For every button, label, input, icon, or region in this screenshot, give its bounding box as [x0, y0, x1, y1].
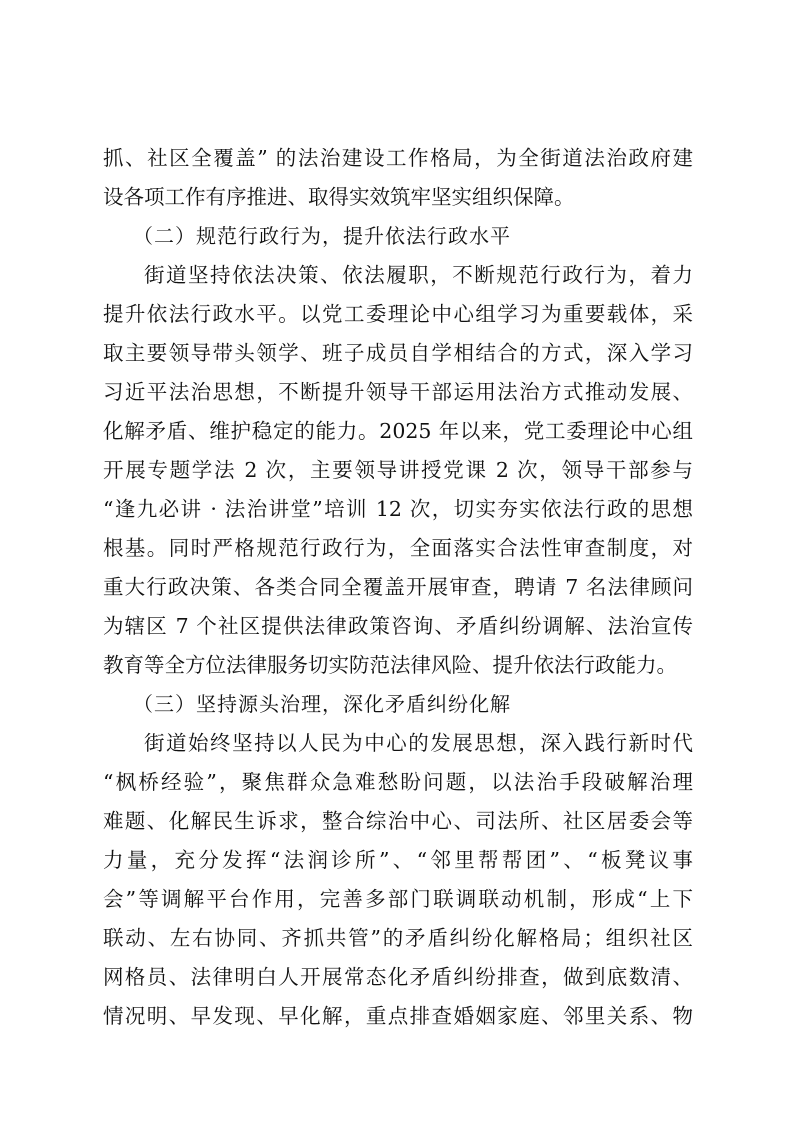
paragraph-2-line-10: 为辖区 7 个社区提供法律政策咨询、矛盾纠纷调解、法治宣传 — [103, 614, 693, 638]
paragraph-2-line-6: 开展专题学法 2 次，主要领导讲授党课 2 次，领导干部参与 — [103, 458, 693, 482]
paragraph-3-line-1: 街道始终坚持以人民为中心的发展思想，深入践行新时代 — [144, 731, 693, 755]
paragraph-3-line-2: “枫桥经验”，聚焦群众急难愁盼问题，以法治手段破解治理 — [103, 770, 693, 794]
section-heading-3: （三）坚持源头治理，深化矛盾纠纷化解 — [133, 692, 511, 716]
paragraph-3-line-5: 会”等调解平台作用，完善多部门联调联动机制，形成“上下 — [103, 887, 693, 911]
paragraph-3-line-8: 情况明、早发现、早化解，重点排查婚姻家庭、邻里关系、物 — [103, 1004, 693, 1028]
paragraph-2-line-5: 化解矛盾、维护稳定的能力。2025 年以来，党工委理论中心组 — [103, 419, 693, 443]
paragraph-3-line-6: 联动、左右协同、齐抓共管”的矛盾纠纷化解格局；组织社区 — [103, 926, 693, 950]
paragraph-3-line-3: 难题、化解民生诉求，整合综治中心、司法所、社区居委会等 — [103, 809, 693, 833]
paragraph-2-line-11: 教育等全方位法律服务切实防范法律风险、提升依法行政能力。 — [103, 653, 677, 677]
paragraph-2-line-9: 重大行政决策、各类合同全覆盖开展审查，聘请 7 名法律顾问 — [103, 575, 693, 599]
paragraph-2-line-4: 习近平法治思想，不断提升领导干部运用法治方式推动发展、 — [103, 380, 693, 404]
section-heading-2: （二）规范行政行为，提升依法行政水平 — [133, 224, 511, 248]
paragraph-2-line-8: 根基。同时严格规范行政行为，全面落实合法性审查制度，对 — [103, 536, 693, 560]
paragraph-1-line-1: 抓、社区全覆盖” 的法治建设工作格局，为全街道法治政府建 — [103, 146, 693, 170]
paragraph-2-line-2: 提升依法行政水平。以党工委理论中心组学习为重要载体，采 — [103, 302, 693, 326]
paragraph-2-line-3: 取主要领导带头领学、班子成员自学相结合的方式，深入学习 — [103, 341, 693, 365]
paragraph-2-line-7: “逢九必讲 · 法治讲堂”培训 12 次，切实夯实依法行政的思想 — [103, 497, 693, 521]
paragraph-3-line-7: 网格员、法律明白人开展常态化矛盾纠纷排查，做到底数清、 — [103, 965, 693, 989]
paragraph-2-line-1: 街道坚持依法决策、依法履职，不断规范行政行为，着力 — [144, 263, 693, 287]
paragraph-3-line-4: 力量，充分发挥“法润诊所”、“邻里帮帮团”、“板凳议事 — [103, 848, 693, 872]
paragraph-1-line-2: 设各项工作有序推进、取得实效筑牢坚实组织保障。 — [103, 185, 575, 209]
